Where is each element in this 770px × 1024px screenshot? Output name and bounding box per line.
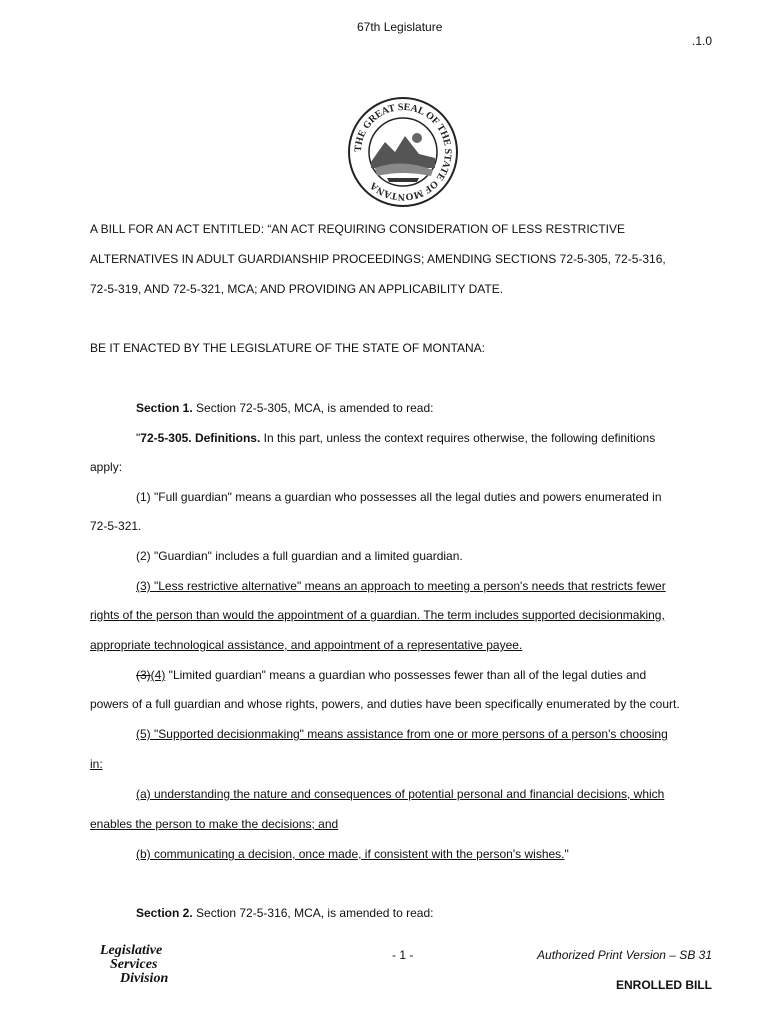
page-number: - 1 - (392, 948, 414, 962)
definition-less-restrictive-cont-2: appropriate technological assistance, and appointment of a representative payee. (90, 638, 523, 652)
title-line-1: A BILL FOR AN ACT ENTITLED: “AN ACT REQUIRING CONSIDERATION OF LESS RESTRICTIVE (90, 222, 625, 236)
definition-supported-decisionmaking: (5) "Supported decisionmaking" means assistance from one or more persons of a person's choosing (136, 727, 668, 741)
definition-limited-guardian-cont: powers of a full guardian and whose rights, powers, and duties have been specifically enumerated by the court. (90, 697, 680, 711)
title-line-2: ALTERNATIVES IN ADULT GUARDIANSHIP PROCEEDINGS; AMENDING SECTIONS 72-5-305, 72-5-316, (90, 252, 666, 266)
version-number: .1.0 (691, 34, 712, 48)
definition-guardian: (2) "Guardian" includes a full guardian and a limited guardian. (136, 549, 463, 563)
state-seal-icon (347, 96, 459, 208)
subsection-b: (b) communicating a decision, once made, if consistent with the person's wishes." (136, 847, 569, 861)
legislative-services-division-logo: Legislative Services Division (100, 943, 169, 986)
definitions-heading: "72-5-305. Definitions. In this part, unless the context requires otherwise, the following definitions (136, 431, 656, 445)
definitions-continued: apply: (90, 460, 123, 474)
svg-text:THE GREAT SEAL OF THE STATE OF: THE GREAT SEAL OF THE STATE OF MONTANA (352, 101, 454, 203)
authorized-print-version: Authorized Print Version – SB 31 (537, 948, 712, 962)
definition-supported-decisionmaking-cont: in: (90, 757, 103, 771)
definition-limited-guardian: (3)(4) "Limited guardian" means a guardian who possesses fewer than all of the legal duties and (136, 668, 647, 682)
definition-full-guardian-cont: 72-5-321. (90, 519, 142, 533)
subsection-a: (a) understanding the nature and consequences of potential personal and financial decisions, which (136, 787, 665, 801)
enrolled-bill-label: ENROLLED BILL (616, 978, 712, 992)
section-2-heading: Section 2. Section 72-5-316, MCA, is amended to read: (136, 906, 434, 920)
definition-less-restrictive: (3) "Less restrictive alternative" means an approach to meeting a person's needs that restricts fewer (136, 579, 666, 593)
section-1-heading: Section 1. Section 72-5-305, MCA, is amended to read: (136, 401, 434, 415)
legislature-header: 67th Legislature (357, 20, 443, 34)
title-line-3: 72-5-319, AND 72-5-321, MCA; AND PROVIDING AN APPLICABILITY DATE. (90, 282, 504, 296)
definition-full-guardian: (1) "Full guardian" means a guardian who possesses all the legal duties and powers enumerated in (136, 490, 662, 504)
subsection-a-cont: enables the person to make the decisions; and (90, 817, 339, 831)
enacting-clause: BE IT ENACTED BY THE LEGISLATURE OF THE STATE OF MONTANA: (90, 341, 485, 355)
definition-less-restrictive-cont-1: rights of the person than would the appointment of a guardian. The term includes supported decisionmaking, (90, 608, 665, 622)
